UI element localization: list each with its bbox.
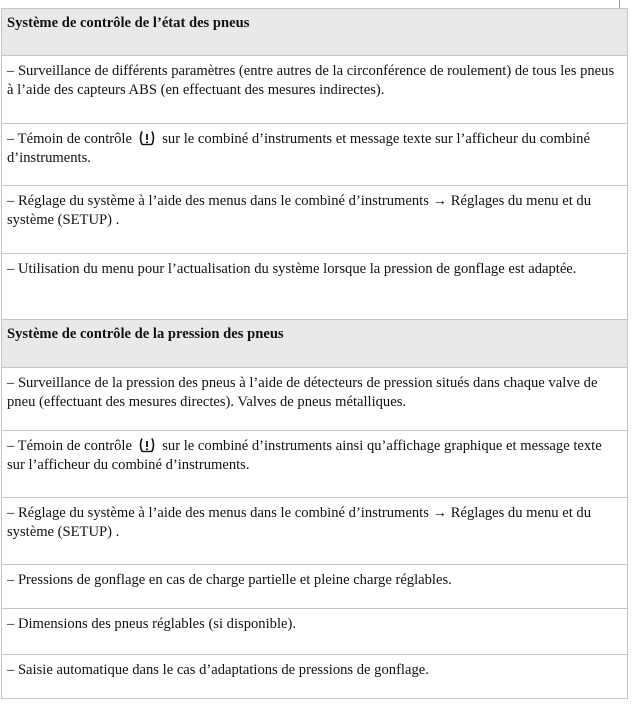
table-row (2, 609, 628, 655)
table-row (2, 565, 628, 609)
tire-pressure-warning-icon (138, 130, 156, 146)
section-title: Système de contrôle de l’état des pneus (2, 9, 628, 56)
row-text: – Témoin de contrôle sur le combiné d’instruments ainsi qu’affichage graphique et message texte sur l’afficheur du combiné d’instruments. (2, 431, 628, 498)
table-row (2, 498, 628, 565)
row-text: – Réglage du système à l’aide des menus dans le combiné d’instruments → Réglages du menu et du système (SETUP) . (2, 186, 628, 254)
row-text: – Saisie automatique dans le cas d’adaptations de pressions de gonflage. (2, 655, 628, 699)
row-text: – Pressions de gonflage en cas de charge partielle et pleine charge réglables. (2, 565, 628, 609)
tire-pressure-warning-icon (138, 437, 156, 453)
table-row (2, 124, 628, 186)
table-row (2, 56, 628, 124)
row-text: – Réglage du système à l’aide des menus dans le combiné d’instruments → Réglages du menu et du système (SETUP) . (2, 498, 628, 565)
section-title: Système de contrôle de la pression des pneus (2, 320, 628, 368)
table-row (2, 431, 628, 498)
row-text: – Surveillance de la pression des pneus à l’aide de détecteurs de pression situés dans chaque valve de pneu (effectuant des mesures directes). Valves de pneus métalliques. (2, 368, 628, 431)
section-header-row (2, 320, 628, 368)
table-row (2, 368, 628, 431)
table-row (2, 254, 628, 320)
table-row (2, 655, 628, 699)
row-text: – Témoin de contrôle sur le combiné d’instruments et message texte sur l’afficheur du combiné d’instruments. (2, 124, 628, 186)
section-header-row (2, 9, 628, 56)
table-row (2, 186, 628, 254)
row-text: – Dimensions des pneus réglables (si disponible). (2, 609, 628, 655)
row-text: – Surveillance de différents paramètres (entre autres de la circonférence de roulement) de tous les pneus à l’aide des capteurs ABS (en effectuant des mesures indirectes). (2, 56, 628, 124)
feature-table (1, 8, 628, 699)
row-text: – Utilisation du menu pour l’actualisation du système lorsque la pression de gonflage est adaptée. (2, 254, 628, 320)
